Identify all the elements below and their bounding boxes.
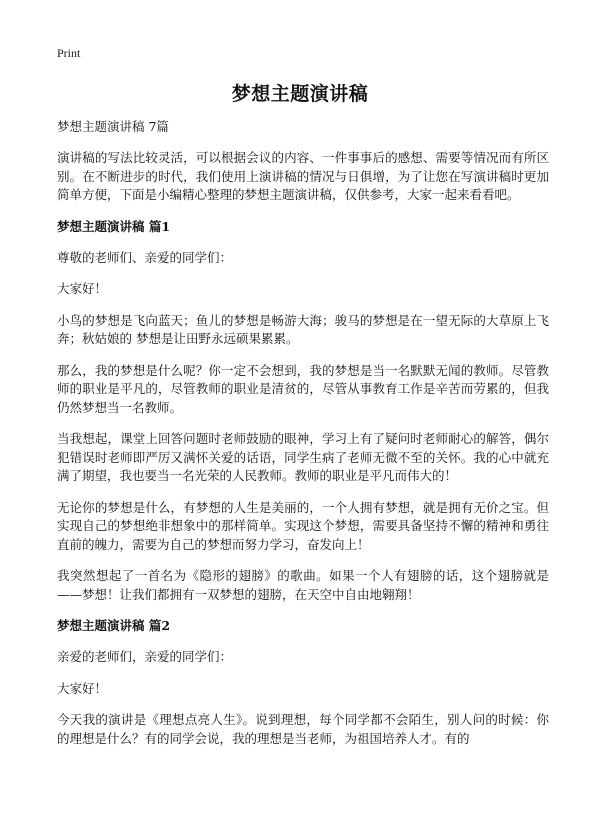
section-heading: 梦想主题演讲稿 篇2 bbox=[57, 618, 171, 633]
body-paragraph: 今天我的演讲是《理想点亮人生》。说到理想，每个同学都不会陌生，别人问的时候：你的理想是什么？有的同学会说，我的理想是当老师，为祖国培养人才。有的 bbox=[57, 712, 549, 746]
body-paragraph: 尊敬的老师们、亲爱的同学们： bbox=[57, 249, 233, 265]
body-paragraph: 当我想起，课堂上回答问题时老师鼓励的眼神，学习上有了疑问时老师耐心的解答，偶尔犯错误时老师即严厉又满怀关爱的话语，同学生病了老师无微不至的关怀。我的心中就充满了期望，我也要当一名光荣的人民教师。教师的职业是平凡而伟大的！ bbox=[57, 431, 549, 483]
print-link[interactable]: Print bbox=[57, 46, 81, 60]
intro-paragraph: 演讲稿的写法比较灵活，可以根据会议的内容、一件事事后的感想、需要等情况而有所区别。在不断进步的时代，我们使用上演讲稿的情况与日俱增，为了让您在写演讲稿时更加简单方便，下面是小编精心整理的梦想主题演讲稿，仅供参考，大家一起来看看吧。 bbox=[57, 150, 549, 202]
document-body bbox=[57, 118, 549, 761]
body-paragraph: 我突然想起了一首名为《隐形的翅膀》的歌曲。如果一个人有翅膀的话，这个翅膀就是——梦想！让我们都拥有一双梦想的翅膀，在天空中自由地翱翔！ bbox=[57, 568, 549, 602]
section-heading: 梦想主题演讲稿 篇1 bbox=[57, 218, 171, 234]
body-paragraph: 小鸟的梦想是飞向蓝天；鱼儿的梦想是畅游大海；骏马的梦想是在一望无际的大草原上飞奔；秋姑娘的 梦想是让田野永远硕果累累。 bbox=[57, 312, 549, 346]
body-paragraph: 大家好！ bbox=[57, 680, 108, 696]
body-paragraph: 大家好！ bbox=[57, 281, 108, 296]
body-paragraph: 无论你的梦想是什么，有梦想的人生是美丽的，一个人拥有梦想，就是拥有无价之宝。但实现自己的梦想绝非想象中的那样简单。实现这个梦想，需要具备坚持不懈的精神和勇往直前的魄力，需要为自己的梦想而努力学习，奋发向上！ bbox=[57, 499, 549, 552]
document-subtitle: 梦想主题演讲稿 7篇 bbox=[57, 119, 169, 134]
body-paragraph: 那么，我的梦想是什么呢？你一定不会想到，我的梦想是当一名默默无闻的教师。尽管教师的职业是平凡的，尽管教师的职业是清贫的，尽管从事教育工作是辛苦而劳累的，但我仍然梦想当一名教师。 bbox=[57, 362, 549, 415]
page-title: 梦想主题演讲稿 bbox=[231, 83, 369, 105]
body-paragraph: 亲爱的老师们，亲爱的同学们： bbox=[57, 649, 233, 664]
